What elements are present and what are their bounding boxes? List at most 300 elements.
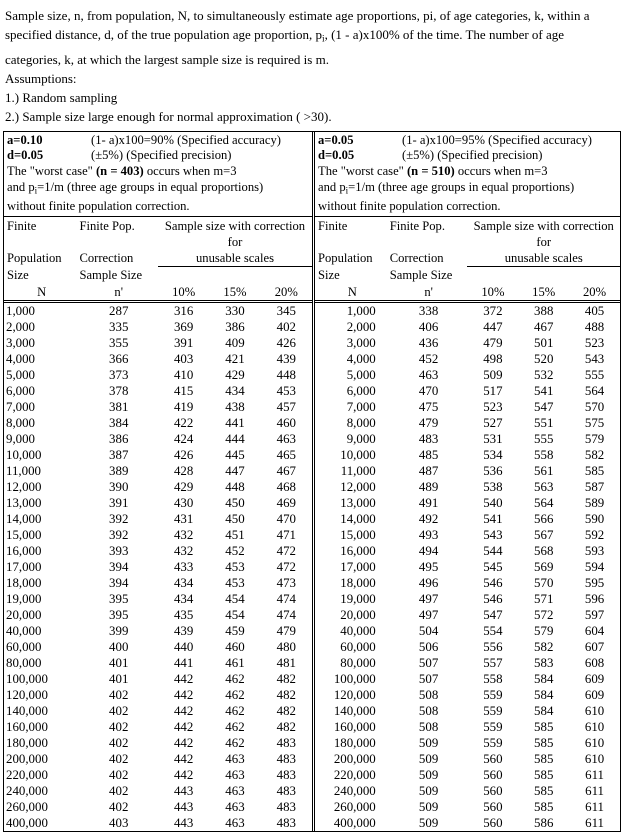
cell-pct-15: 584 (534, 687, 554, 702)
cell-population-size: 14,000 (340, 511, 376, 526)
cell-pct-10: 534 (483, 447, 503, 462)
cell-pct-15: 520 (534, 351, 554, 366)
cell-pct-15: 567 (534, 527, 554, 542)
header-np-line1-left: Finite Pop. (79, 218, 135, 233)
param-worst-case-right (318, 164, 617, 180)
cell-population-size: 60,000 (340, 639, 376, 654)
cell-population-size: 7,000 (6, 399, 36, 414)
table-row (315, 623, 620, 639)
cell-pct-10: 447 (483, 319, 503, 334)
parameter-block-right (315, 132, 620, 217)
cell-pct-20: 579 (584, 431, 605, 446)
cell-correction-sample-size: 493 (418, 527, 439, 542)
worst-case-pre-right: The "worst case" (318, 164, 407, 179)
cell-pct-15: 564 (534, 495, 554, 510)
cell-correction-sample-size: 391 (109, 495, 129, 510)
cell-pct-15: 568 (534, 543, 554, 558)
cell-pct-15: 452 (225, 543, 245, 558)
cell-correction-sample-size: 492 (418, 511, 439, 526)
cell-population-size: 160,000 (6, 719, 48, 734)
table-row (315, 639, 620, 655)
cell-population-size: 40,000 (340, 623, 376, 638)
header-row-2-left (4, 250, 312, 267)
table-row (315, 335, 620, 351)
cell-pct-20: 453 (276, 383, 296, 398)
cell-population-size: 17,000 (6, 559, 42, 574)
cell-correction-sample-size: 378 (109, 383, 129, 398)
worst-case-value-right: (n = 510) (406, 164, 455, 179)
cell-pct-20: 463 (276, 431, 296, 446)
cell-pct-20: 585 (584, 463, 605, 478)
cell-pct-15: 462 (225, 703, 245, 718)
cell-correction-sample-size: 508 (418, 703, 439, 718)
cell-pct-20: 592 (584, 527, 605, 542)
cell-pct-20: 593 (584, 543, 605, 558)
cell-correction-sample-size: 373 (109, 367, 129, 382)
cell-pct-20: 611 (585, 767, 604, 782)
cell-population-size: 12,000 (6, 479, 42, 494)
cell-population-size: 11,000 (340, 463, 376, 478)
cell-population-size: 260,000 (6, 799, 48, 814)
cell-pct-20: 575 (584, 415, 605, 430)
cell-correction-sample-size: 436 (418, 335, 439, 350)
cell-population-size: 200,000 (6, 751, 48, 766)
table-row (4, 671, 312, 687)
cell-population-size: 19,000 (6, 591, 42, 606)
cell-pct-20: 482 (276, 687, 296, 702)
table-row (4, 591, 312, 607)
cell-population-size: 9,000 (6, 431, 36, 446)
cell-pct-10: 560 (483, 815, 503, 830)
cell-pct-20: 595 (584, 575, 605, 590)
cell-pct-15: 463 (225, 767, 245, 782)
cell-pct-15: 561 (534, 463, 554, 478)
header-span-line1-right: Sample size with correction for (473, 218, 614, 249)
cell-pct-10: 442 (173, 751, 194, 766)
cell-pct-15: 462 (225, 687, 245, 702)
cell-population-size: 100,000 (6, 671, 48, 686)
param-line-d-left (7, 148, 309, 164)
cell-pct-15: 555 (534, 431, 554, 446)
table-row (4, 799, 312, 815)
cell-pct-20: 604 (584, 623, 605, 638)
cell-pct-10: 443 (173, 783, 194, 798)
header-row-3-left (4, 267, 312, 283)
table-row (4, 751, 312, 767)
cell-pct-10: 435 (173, 607, 194, 622)
cell-correction-sample-size: 497 (418, 591, 439, 606)
table-row (315, 319, 620, 335)
cell-correction-sample-size: 508 (418, 687, 439, 702)
cell-pct-10: 410 (173, 367, 194, 382)
cell-correction-sample-size: 393 (109, 543, 129, 558)
header-symbol-row-right (315, 284, 620, 300)
cell-correction-sample-size: 395 (109, 591, 129, 606)
table-row (4, 719, 312, 735)
cell-correction-sample-size: 470 (418, 383, 439, 398)
cell-pct-20: 426 (276, 335, 296, 350)
cell-pct-15: 451 (225, 527, 245, 542)
cell-population-size: 4,000 (6, 351, 36, 366)
param-a-label-right: a=0.05 (318, 132, 354, 147)
proportion-pre-left: and p (7, 179, 35, 194)
intro-section (3, 6, 621, 127)
cell-population-size: 200,000 (333, 751, 376, 766)
cell-pct-10: 538 (483, 479, 503, 494)
cell-correction-sample-size: 509 (418, 735, 439, 750)
cell-pct-15: 463 (225, 815, 245, 830)
cell-correction-sample-size: 452 (418, 351, 439, 366)
header-np-line1-right: Finite Pop. (389, 218, 446, 233)
header-n-line3-left: Size (7, 268, 29, 283)
cell-pct-10: 509 (483, 367, 503, 382)
param-a-label-left: a=0.10 (7, 132, 43, 147)
table-row (4, 367, 312, 383)
cell-pct-15: 450 (225, 495, 245, 510)
param-a-note-left: (1- a)x100=90% (Specified accuracy) (91, 132, 281, 147)
cell-correction-sample-size: 389 (109, 463, 129, 478)
cell-pct-10: 442 (173, 703, 194, 718)
cell-pct-15: 532 (534, 367, 554, 382)
table-row (4, 319, 312, 335)
cell-pct-20: 610 (584, 719, 605, 734)
cell-population-size: 2,000 (346, 319, 376, 334)
table-row (315, 751, 620, 767)
cell-pct-15: 572 (534, 607, 554, 622)
cell-pct-20: 470 (276, 511, 296, 526)
cell-population-size: 15,000 (340, 527, 376, 542)
cell-population-size: 260,000 (333, 799, 376, 814)
cell-pct-10: 442 (173, 719, 194, 734)
header-n-line2-left: Population (7, 251, 62, 266)
worst-case-pre-left: The "worst case" (7, 164, 96, 179)
header-span-spacer-left (158, 267, 312, 283)
cell-pct-10: 430 (173, 495, 194, 510)
proportion-pre-right: and p (318, 179, 346, 194)
cell-pct-20: 472 (276, 543, 296, 558)
table-row (315, 767, 620, 783)
param-line-a-right (318, 133, 617, 149)
cell-pct-20: 483 (276, 799, 296, 814)
cell-pct-10: 429 (173, 479, 194, 494)
header-pct-20-right: 20% (583, 284, 607, 299)
cell-pct-15: 447 (225, 463, 245, 478)
cell-pct-10: 434 (173, 575, 194, 590)
cell-correction-sample-size: 483 (418, 431, 439, 446)
cell-correction-sample-size: 392 (109, 527, 129, 542)
cell-population-size: 10,000 (6, 447, 42, 462)
header-pct-15-left: 15% (223, 284, 247, 299)
param-worst-case-left (7, 164, 309, 180)
cell-pct-15: 463 (225, 783, 245, 798)
cell-correction-sample-size: 403 (109, 815, 129, 830)
cell-pct-15: 467 (534, 319, 554, 334)
cell-pct-20: 590 (584, 511, 605, 526)
cell-pct-15: 583 (534, 655, 554, 670)
cell-pct-10: 479 (483, 335, 503, 350)
cell-pct-15: 579 (534, 623, 554, 638)
cell-pct-15: 459 (225, 623, 245, 638)
proportion-post-right: =1/m (three age groups in equal proportions) (348, 179, 575, 194)
cell-correction-sample-size: 387 (109, 447, 129, 462)
cell-correction-sample-size: 392 (109, 511, 129, 526)
header-span-line2-left: unusable scales (158, 250, 312, 267)
table-row (4, 383, 312, 399)
cell-population-size: 20,000 (340, 607, 376, 622)
cell-pct-15: 463 (225, 799, 245, 814)
cell-pct-20: 587 (584, 479, 605, 494)
cell-pct-20: 402 (276, 319, 296, 334)
table-row (315, 511, 620, 527)
cell-population-size: 180,000 (333, 735, 376, 750)
cell-correction-sample-size: 479 (418, 415, 439, 430)
table-row (315, 415, 620, 431)
cell-pct-15: 585 (534, 719, 554, 734)
header-pct-10-left: 10% (172, 284, 196, 299)
proportion-subscript-left: i (34, 185, 38, 196)
cell-pct-10: 546 (483, 575, 503, 590)
cell-correction-sample-size: 381 (109, 399, 129, 414)
table-row (4, 639, 312, 655)
header-row-1-right (315, 218, 620, 250)
cell-pct-20: 488 (584, 319, 605, 334)
cell-population-size: 400,000 (333, 815, 376, 830)
cell-population-size: 3,000 (346, 335, 376, 350)
cell-pct-15: 463 (225, 751, 245, 766)
cell-population-size: 140,000 (6, 703, 48, 718)
table-row (315, 591, 620, 607)
cell-correction-sample-size: 394 (109, 575, 129, 590)
cell-pct-20: 610 (584, 751, 605, 766)
worst-case-post-left: occurs when m=3 (143, 164, 237, 179)
cell-correction-sample-size: 287 (109, 303, 129, 318)
cell-pct-10: 432 (173, 543, 194, 558)
cell-population-size: 80,000 (6, 655, 42, 670)
cell-pct-15: 584 (534, 703, 554, 718)
table-row (315, 479, 620, 495)
table-row (315, 303, 620, 319)
table-row (315, 463, 620, 479)
cell-pct-10: 433 (173, 559, 194, 574)
cell-pct-20: 607 (584, 639, 605, 654)
cell-pct-10: 557 (483, 655, 503, 670)
cell-pct-20: 555 (584, 367, 605, 382)
header-span-spacer-right (467, 267, 620, 283)
table-row (4, 783, 312, 799)
assumption-1: 1.) Random sampling (5, 90, 118, 106)
cell-pct-10: 560 (483, 783, 503, 798)
cell-pct-15: 453 (225, 575, 245, 590)
table-row (315, 575, 620, 591)
cell-correction-sample-size: 506 (418, 639, 439, 654)
cell-pct-10: 547 (483, 607, 503, 622)
cell-pct-20: 474 (276, 591, 296, 606)
column-headers-left (4, 217, 312, 300)
cell-pct-20: 483 (276, 767, 296, 782)
table-block-alpha-0-10 (4, 132, 312, 831)
cell-pct-10: 559 (483, 735, 503, 750)
cell-pct-20: 589 (584, 495, 605, 510)
cell-pct-10: 556 (483, 639, 503, 654)
cell-correction-sample-size: 390 (109, 479, 129, 494)
cell-population-size: 13,000 (6, 495, 42, 510)
cell-pct-15: 566 (534, 511, 554, 526)
cell-pct-15: 421 (225, 351, 245, 366)
cell-population-size: 120,000 (6, 687, 48, 702)
cell-correction-sample-size: 495 (418, 559, 439, 574)
table-row (315, 431, 620, 447)
cell-population-size: 18,000 (340, 575, 376, 590)
header-np-line2-left: Correction (79, 251, 134, 266)
cell-pct-10: 559 (483, 703, 503, 718)
cell-pct-10: 440 (173, 639, 194, 654)
cell-pct-20: 480 (276, 639, 296, 654)
cell-pct-20: 468 (276, 479, 296, 494)
cell-pct-15: 461 (225, 655, 245, 670)
cell-population-size: 100,000 (333, 671, 376, 686)
cell-pct-15: 448 (225, 479, 245, 494)
cell-correction-sample-size: 485 (418, 447, 439, 462)
intro-paragraph-part2: , (1 - a)x100% of the time. The number of age categories, k, at which the largest sample size is required is m. (5, 27, 565, 67)
cell-population-size: 120,000 (333, 687, 376, 702)
parameter-block-left (4, 132, 312, 217)
cell-correction-sample-size: 402 (109, 767, 129, 782)
table-row (4, 351, 312, 367)
cell-pct-20: 482 (276, 671, 296, 686)
cell-pct-10: 443 (173, 815, 194, 830)
cell-population-size: 80,000 (340, 655, 376, 670)
cell-pct-20: 483 (276, 735, 296, 750)
table-row (4, 527, 312, 543)
cell-population-size: 240,000 (6, 783, 48, 798)
cell-pct-15: 409 (225, 335, 245, 350)
table-row (315, 655, 620, 671)
cell-pct-20: 609 (584, 687, 605, 702)
cell-correction-sample-size: 507 (418, 655, 439, 670)
cell-correction-sample-size: 509 (418, 799, 439, 814)
table-row (4, 479, 312, 495)
param-d-note-left: (±5%) (Specified precision) (91, 148, 232, 163)
cell-pct-10: 426 (173, 447, 194, 462)
table-row (4, 703, 312, 719)
cell-pct-20: 481 (276, 655, 296, 670)
assumptions-label: Assumptions: (5, 70, 77, 86)
cell-pct-10: 527 (483, 415, 503, 430)
cell-pct-20: 473 (276, 575, 296, 590)
param-d-label-right: d=0.05 (318, 148, 355, 163)
cell-pct-20: 457 (276, 399, 296, 414)
param-without-correction-left: without finite population correction. (7, 199, 190, 213)
cell-pct-10: 442 (173, 687, 194, 702)
cell-pct-20: 471 (276, 527, 296, 542)
table-row (4, 399, 312, 415)
cell-pct-10: 531 (483, 431, 503, 446)
cell-correction-sample-size: 401 (109, 671, 129, 686)
cell-pct-15: 563 (534, 479, 554, 494)
cell-correction-sample-size: 406 (418, 319, 439, 334)
cell-pct-10: 517 (483, 383, 503, 398)
intro-paragraph-part1: Sample size, n, from population, N, to simultaneously estimate age proportions, pi, of age categories, k, within a specified distance, d, of the true population age proportion, p (5, 8, 590, 43)
cell-pct-15: 569 (534, 559, 554, 574)
cell-pct-20: 594 (584, 559, 605, 574)
cell-pct-20: 543 (584, 351, 605, 366)
cell-pct-10: 545 (483, 559, 503, 574)
cell-pct-10: 428 (173, 463, 194, 478)
table-row (4, 767, 312, 783)
table-row (4, 559, 312, 575)
table-row (315, 351, 620, 367)
cell-pct-20: 345 (276, 303, 296, 318)
table-row (4, 575, 312, 591)
cell-pct-20: 596 (584, 591, 605, 606)
cell-correction-sample-size: 400 (109, 639, 129, 654)
cell-population-size: 14,000 (6, 511, 42, 526)
worst-case-post-right: occurs when m=3 (454, 164, 548, 179)
cell-pct-15: 586 (534, 815, 554, 830)
cell-correction-sample-size: 335 (109, 319, 129, 334)
cell-correction-sample-size: 366 (109, 351, 129, 366)
proportion-subscript-right: i (345, 185, 349, 196)
cell-population-size: 2,000 (6, 319, 36, 334)
cell-pct-20: 465 (276, 447, 296, 462)
cell-population-size: 16,000 (6, 543, 42, 558)
cell-population-size: 1,000 (6, 303, 36, 318)
cell-pct-10: 536 (483, 463, 503, 478)
cell-pct-15: 585 (534, 735, 554, 750)
cell-pct-10: 558 (483, 671, 503, 686)
cell-pct-15: 434 (225, 383, 245, 398)
cell-pct-10: 543 (483, 527, 503, 542)
cell-pct-20: 467 (276, 463, 296, 478)
cell-correction-sample-size: 402 (109, 687, 129, 702)
header-pct-15-right: 15% (532, 284, 556, 299)
cell-pct-10: 546 (483, 591, 503, 606)
param-d-note-right: (±5%) (Specified precision) (402, 148, 543, 163)
cell-correction-sample-size: 463 (418, 367, 439, 382)
cell-population-size: 17,000 (340, 559, 376, 574)
cell-pct-15: 585 (534, 783, 554, 798)
cell-population-size: 18,000 (6, 575, 42, 590)
cell-correction-sample-size: 509 (418, 751, 439, 766)
cell-pct-15: 444 (225, 431, 245, 446)
cell-population-size: 16,000 (340, 543, 376, 558)
cell-correction-sample-size: 509 (418, 767, 439, 782)
header-n-line3-right: Size (318, 268, 340, 283)
table-row (315, 703, 620, 719)
header-span-line1-left: Sample size with correction for (164, 218, 306, 249)
table-row (315, 783, 620, 799)
assumption-2: 2.) Sample size large enough for normal approximation ( >30). (5, 109, 332, 125)
cell-population-size: 9,000 (346, 431, 376, 446)
header-np-line2-right: Correction (389, 251, 444, 266)
data-rows-right (315, 303, 620, 831)
cell-population-size: 5,000 (6, 367, 36, 382)
table-row (315, 559, 620, 575)
cell-pct-10: 541 (483, 511, 503, 526)
cell-pct-20: 582 (584, 447, 605, 462)
cell-correction-sample-size: 496 (418, 575, 439, 590)
header-n-line2-right: Population (318, 251, 373, 266)
cell-pct-15: 386 (225, 319, 245, 334)
cell-population-size: 7,000 (346, 399, 376, 414)
cell-pct-10: 560 (483, 767, 503, 782)
cell-correction-sample-size: 507 (418, 671, 439, 686)
header-row-1-left (4, 218, 312, 250)
cell-pct-15: 551 (534, 415, 554, 430)
cell-population-size: 11,000 (6, 463, 41, 478)
cell-correction-sample-size: 497 (418, 607, 439, 622)
cell-correction-sample-size: 402 (109, 799, 129, 814)
